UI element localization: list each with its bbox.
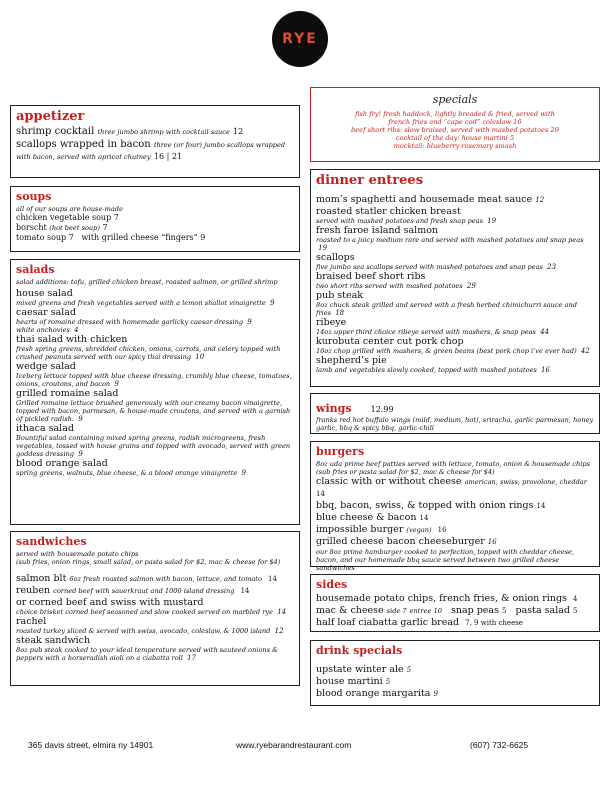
menu-item: upstate winter ale 5 — [316, 664, 412, 675]
menu-item: roasted statler chicken breast — [316, 206, 461, 217]
logo-text: RYE — [282, 31, 318, 47]
item-desc: fresh spring greens, shredded chicken, onions, carrots, and celery topped with crushed peanuts served with our spicy thai dressing 10 — [16, 345, 281, 361]
item-desc: served with mashed potatoes and fresh snap peas 19 — [316, 217, 497, 225]
menu-item: kurobuta center cut pork chop — [316, 336, 464, 347]
menu-item: bbq, bacon, swiss, & topped with onion rings 14 — [316, 500, 546, 511]
sides-title: sides — [316, 578, 348, 591]
item-desc: our 8oz prime hamburger cooked to perfection, topped with cheddar cheese, bacon, and our homemade bbq sauce served between two grilled cheese sandwiches — [316, 548, 575, 572]
item-desc: roasted turkey sliced & served with swiss, avocado, coleslaw, & 1000 island 12 — [16, 627, 284, 635]
menu-item: fresh faroe island salmon — [316, 225, 439, 236]
item-desc: choice brisket corned beef seasoned and slow cooked served on marbled rye 14 — [16, 608, 287, 616]
menu-item: salmon blt 6oz fresh roasted salmon with bacon, lettuce, and tomato 14 — [16, 573, 277, 584]
menu-item: pub steak — [316, 290, 364, 301]
footer-phone: (607) 732-6625 — [470, 740, 529, 750]
menu-item: reuben corned beef with sauerkraut and 1000 island dressing 14 — [16, 585, 250, 596]
footer-address: 365 davis street, elmira ny 14901 — [28, 740, 154, 750]
item-desc: roasted to a juicy medium rare and served with mashed potatoes and snap peas 19 — [316, 236, 584, 252]
menu-item: ribeye — [316, 317, 347, 328]
item-desc: lamb and vegetables slowly cooked, topped with mashed potatoes 16 — [316, 366, 550, 374]
menu-item: braised beef short ribs — [316, 271, 426, 282]
sides-section — [310, 574, 600, 632]
item-desc: two short ribs served with mashed potatoes 29 — [316, 282, 476, 290]
item-desc: spring greens, walnuts, blue cheese, & a blood orange vinaigrette 9 — [16, 469, 246, 477]
specials-section — [310, 87, 600, 162]
drinks-section — [310, 640, 600, 706]
special-line: cocktail of the day: house martini 5 — [395, 133, 515, 142]
menu-item: blood orange salad — [16, 458, 108, 469]
item-desc: five jumbo sea scallops served with mashed potatoes and snap peas 23 — [316, 263, 557, 271]
sandwiches-section — [10, 531, 300, 686]
drinks-title: drink specials — [316, 644, 403, 657]
menu-item: caesar salad — [16, 307, 77, 318]
entrees-section — [310, 169, 600, 387]
burgers-title: burgers — [316, 445, 365, 458]
menu-item: shrimp cocktail three jumbo shrimp with cocktail sauce 12 — [16, 126, 244, 137]
special-line: beef short ribs: slow braised, served with mashed potatoes 29 — [351, 125, 559, 134]
appetizer-section — [10, 105, 300, 178]
logo — [272, 11, 328, 67]
sandwiches-note: (sub fries, onion rings, small salad, or pasta salad for $2, mac & cheese for $4) — [16, 558, 281, 566]
wings-desc: franks red hot buffalo wings (mild, medium, hot), sriracha, garlic parmesan, honey garlic, bbq & spicy bbq, garlic-chili — [316, 416, 594, 432]
wings-title: wings — [316, 402, 352, 415]
menu-item: chicken vegetable soup 7 — [16, 213, 119, 222]
soups-note: all of our soups are house-made — [16, 205, 123, 213]
menu-item: scallops wrapped in bacon three (or four) jumbo scallops wrapped with bacon, served with apricot chutney 16 | 21 — [16, 138, 286, 161]
special-line: fish fry! fresh haddock, lightly breaded & fried, served with — [355, 110, 555, 118]
salads-title: salads — [16, 263, 55, 276]
menu-item: impossible burger (vegan) 16 — [316, 524, 447, 535]
menu-item: wedge salad — [16, 361, 76, 372]
menu-item: shepherd’s pie — [316, 355, 387, 366]
specials-title: specials — [432, 93, 478, 106]
menu-item: blood orange margarita 9 — [316, 688, 438, 699]
item-desc: Grilled romaine lettuce brushed generously with our creamy bacon vinaigrette, topped with bacon, parmesan, & house-made croutons, and served with a garnish of pickled radish. 9 — [16, 399, 291, 423]
burgers-note: (sub fries or pasta salad for $2, mac & cheese for $4) — [316, 468, 495, 476]
item-desc: 8oz chuck steak grilled and served with a fresh herbed chimichurri sauce and fries 18 — [316, 301, 577, 317]
entrees-title: dinner entrees — [316, 173, 424, 188]
menu-item: steak sandwich — [16, 635, 91, 646]
menu-item: mac & cheese side 7 entree 10 snap peas 5 pasta salad 5 — [316, 605, 578, 616]
salad-additions: salad additions: tofu, grilled chicken breast, roasted salmon, or grilled shrimp — [16, 278, 278, 286]
special-line: mocktail: blueberry-rosemary smash — [393, 141, 517, 150]
item-desc: Bountiful salad containing mixed spring greens, radish microgreens, fresh vegetables, tossed with house grains and topped with avocado, served with green goddess dressing 9 — [16, 434, 291, 458]
item-desc: 14oz upper third choice ribeye served with mashers, & snap peas 44 — [316, 328, 550, 336]
menu-item: tomato soup 7 with grilled cheese “fingers” 9 — [16, 233, 206, 242]
soups-section — [10, 186, 300, 252]
menu-item: blue cheese & bacon 14 — [316, 512, 429, 523]
menu-item: or corned beef and swiss with mustard — [16, 597, 204, 608]
menu-item: ithaca salad — [16, 423, 74, 434]
menu-item: classic with or without cheese american, swiss, provolone, cheddar 14 — [316, 476, 587, 498]
footer-website[interactable]: www.ryebarandrestaurant.com — [236, 740, 352, 750]
menu-item: housemade potato chips, french fries, & onion rings 4 — [316, 593, 578, 604]
item-addon: white anchovies 4 — [16, 326, 79, 334]
burgers-section — [310, 441, 600, 572]
menu-item: mom’s spaghetti and housemade meat sauce 12 — [316, 194, 545, 205]
sandwiches-title: sandwiches — [16, 535, 87, 548]
appetizer-title: appetizer — [16, 109, 85, 124]
wings-section — [310, 393, 600, 434]
wings-price: 12.99 — [370, 405, 394, 414]
soups-title: soups — [16, 190, 52, 203]
sandwiches-note: served with housemade potato chips — [16, 550, 139, 558]
menu-item: thai salad with chicken — [16, 334, 128, 345]
salads-section — [10, 259, 300, 525]
menu-item: grilled cheese bacon cheeseburger 16 — [316, 536, 497, 547]
item-desc: 16oz chop grilled with mashers, & green beans (best pork chop i’ve ever had) 42 — [316, 347, 590, 355]
menu-item: grilled romaine salad — [16, 388, 119, 399]
menu-item: half loaf ciabatta garlic bread 7, 9 with cheese — [316, 617, 523, 628]
menu-item: house martini 5 — [316, 676, 391, 687]
item-desc: hearts of romaine dressed with homemade garlicky caesar dressing 9 — [16, 318, 252, 326]
item-desc: mixed greens and fresh vegetables served with a lemon shallot vinaigrette 9 — [16, 299, 275, 307]
item-desc: 8oz pub steak cooked to your ideal temperature served with sauteed onions & peppers with a horseradish aioli on a ciabatta roll 17 — [16, 646, 279, 662]
menu-item: scallops — [316, 252, 355, 263]
menu-item: house salad — [16, 288, 73, 299]
menu-item: rachel — [16, 616, 47, 627]
special-line: french fries and “cape cod” coleslaw 16 — [388, 117, 522, 126]
item-desc: Iceberg lettuce topped with blue cheese dressing, crumbly blue cheese, tomatoes, onions, croutons, and bacon 9 — [16, 372, 292, 388]
menu-item: borscht (hot beet soup) 7 — [16, 222, 108, 232]
burgers-note: 8oz uda prime beef patties served with lettuce, tomato, onion & housemade chips — [316, 460, 590, 468]
